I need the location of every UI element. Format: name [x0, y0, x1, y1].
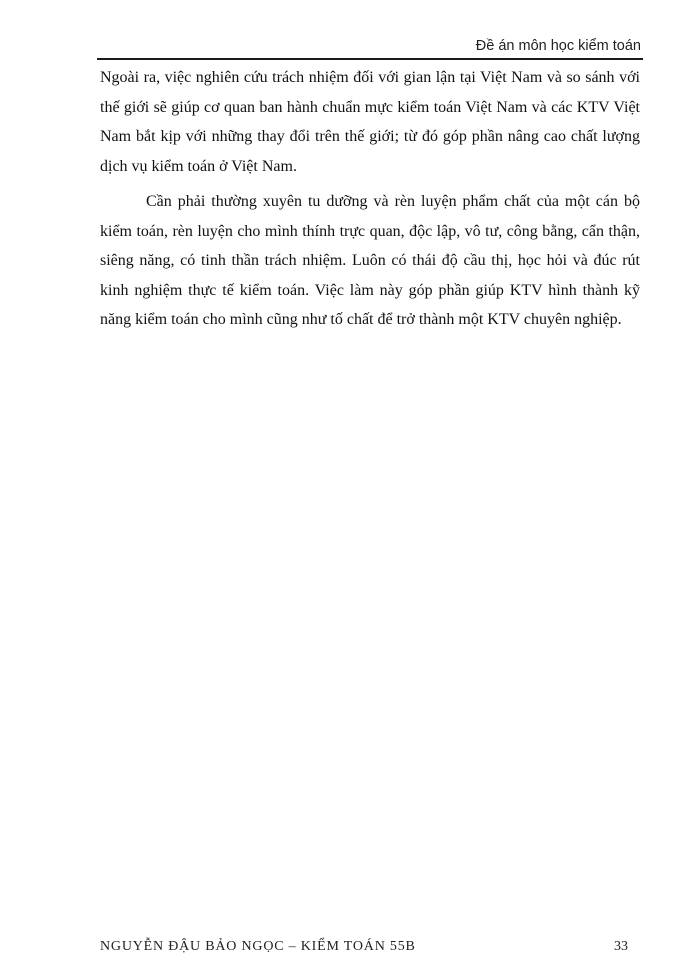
- header-rule: [97, 58, 643, 60]
- paragraph: Ngoài ra, việc nghiên cứu trách nhiệm đối với gian lận tại Việt Nam và so sánh với thế giới sẽ giúp cơ quan ban hành chuẩn mực kiểm toán Việt Nam và các KTV Việt Nam bắt kịp với những thay đổi trên thế giới; từ đó góp phần nâng cao chất lượng dịch vụ kiểm toán ở Việt Nam.: [100, 69, 640, 175]
- page-footer: [100, 939, 640, 959]
- page-body: [100, 63, 640, 335]
- paragraph: Cần phải thường xuyên tu dưỡng và rèn luyện phẩm chất của một cán bộ kiểm toán, rèn luyện cho mình thính trực quan, độc lập, vô tư, công bằng, cẩn thận, siêng năng, có tinh thần trách nhiệm. Luôn có thái độ cầu thị, học hỏi và đúc rút kinh nghiệm thực tế kiểm toán. Việc làm này góp phần giúp KTV hình thành kỹ năng kiểm toán cho mình cũng như tố chất để trở thành một KTV chuyên nghiệp.: [100, 193, 640, 328]
- footer-author: NGUYỄN ĐẬU BẢO NGỌC – KIỂM TOÁN 55B: [100, 939, 416, 954]
- page-number: 33: [614, 939, 628, 954]
- header-title: Đề án môn học kiểm toán: [475, 38, 641, 54]
- page-header: [97, 36, 643, 60]
